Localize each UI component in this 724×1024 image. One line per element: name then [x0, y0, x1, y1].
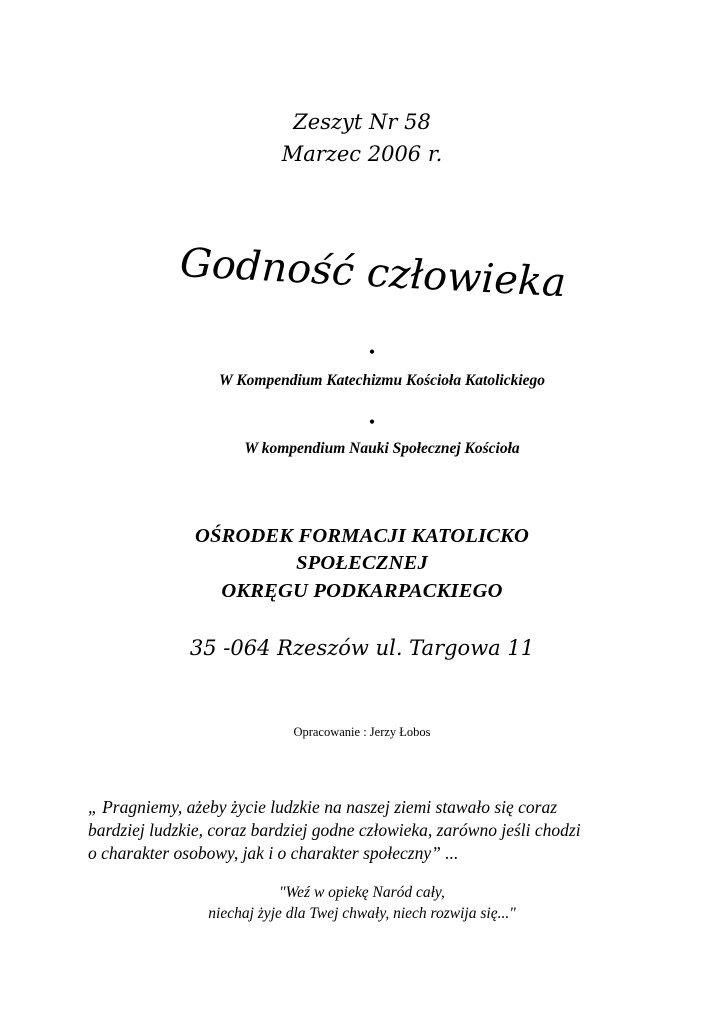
- quote-block: [88, 796, 648, 865]
- prayer-line-1: "Weź w opiekę Naród cały,: [279, 884, 445, 901]
- quote-line: o charakter osobowy, jak i o charakter społeczny” ...: [88, 843, 459, 863]
- organization-line-1: OŚRODEK FORMACJI KATOLICKO: [194, 525, 530, 547]
- quote-line: bardziej ludzkie, coraz bardziej godne człowieka, zarówno jeśli chodzi: [88, 820, 581, 840]
- organization-line-3: OKRĘGU PODKARPACKIEGO: [221, 580, 503, 602]
- bullet-icon: •: [368, 412, 376, 432]
- bullet-icon: •: [368, 342, 376, 362]
- subtitle-compendium-social: W kompendium Nauki Społecznej Kościoła: [244, 440, 520, 457]
- organization-line-2: SPOŁECZNEJ: [296, 552, 428, 574]
- organization-address: 35 -064 Rzeszów ul. Targowa 11: [189, 636, 535, 660]
- subtitle-compendium-catechism: W Kompendium Katechizmu Kościoła Katolickiego: [218, 372, 546, 389]
- issue-date: Marzec 2006 r.: [281, 142, 443, 166]
- quote-line: „ Pragniemy, ażeby życie ludzkie na naszej ziemi stawało się coraz: [88, 797, 558, 817]
- issue-number: Zeszyt Nr 58: [293, 110, 431, 134]
- document-title: Godność człowieka: [178, 240, 568, 307]
- author-credit: Opracowanie : Jerzy Łobos: [293, 725, 431, 739]
- prayer-line-2: niechaj żyje dla Twej chwały, niech rozwija się...": [208, 905, 516, 922]
